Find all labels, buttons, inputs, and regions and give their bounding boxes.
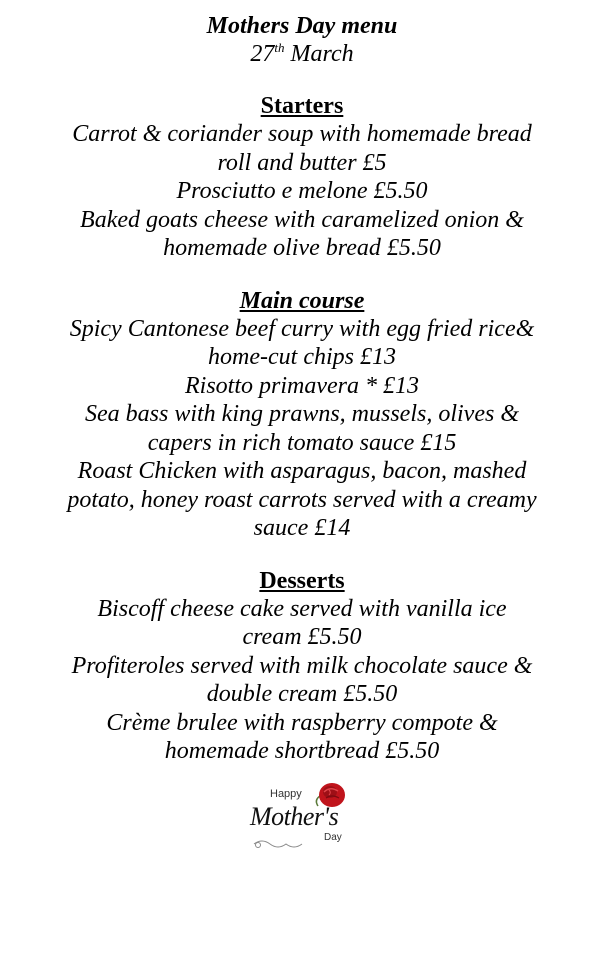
menu-title: Mothers Day menu <box>206 13 398 39</box>
main-item: Sea bass with king prawns, mussels, olives & capers in rich tomato sauce £15 <box>84 401 519 456</box>
dessert-item: Crème brulee with raspberry compote & homemade shortbread £5.50 <box>106 709 498 764</box>
date-month: March <box>284 41 354 67</box>
starter-item: Carrot & coriander soup with homemade bread roll and butter £5 <box>72 121 532 176</box>
date-suffix: th <box>274 40 285 55</box>
logo-happy-text: Happy <box>270 788 302 800</box>
happy-mothers-day-logo <box>240 776 368 860</box>
menu-date <box>0 40 604 68</box>
desserts-section <box>0 567 604 766</box>
desserts-heading: Desserts <box>259 567 345 594</box>
logo-mothers-text: Mother's <box>250 802 339 831</box>
logo-day-text: Day <box>324 832 342 843</box>
main-item: Roast Chicken with asparagus, bacon, mashed potato, honey roast carrots served with a creamy sauce £14 <box>67 458 537 541</box>
main-course-heading: Main course <box>239 287 365 314</box>
dessert-item: Profiteroles served with milk chocolate sauce & double cream £5.50 <box>71 652 533 707</box>
starters-section <box>0 92 604 263</box>
dessert-item: Biscoff cheese cake served with vanilla ice cream £5.50 <box>97 595 507 650</box>
main-item: Risotto primavera * £13 <box>185 372 419 399</box>
starters-heading: Starters <box>260 93 344 119</box>
starter-item: Baked goats cheese with caramelized onion & homemade olive bread £5.50 <box>80 206 524 261</box>
date-day: 27 <box>250 41 275 67</box>
main-course-section <box>0 287 604 543</box>
starter-item: Prosciutto e melone £5.50 <box>176 178 428 204</box>
main-item: Spicy Cantonese beef curry with egg fried rice& home-cut chips £13 <box>69 315 535 370</box>
swirl-ornament-icon <box>252 836 324 852</box>
